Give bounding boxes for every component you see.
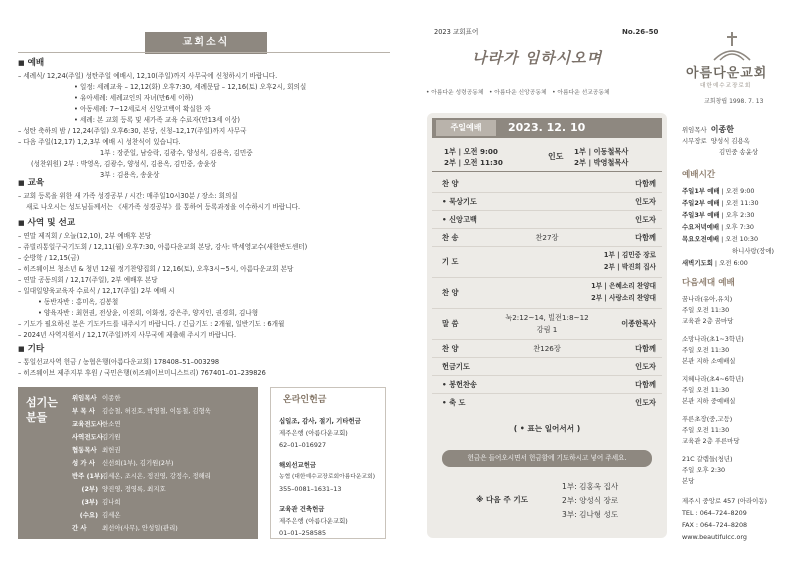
divider — [18, 52, 390, 53]
list-item: 3부 : 김용옥, 송윤상 — [100, 171, 160, 179]
elders-names: 양성식 김용옥 — [710, 137, 750, 145]
order-item: 기 도 — [442, 257, 459, 266]
order-person: 다함께 — [635, 179, 656, 188]
group-place: 본관 지하 소예배실 — [682, 357, 736, 365]
elders-info — [682, 136, 750, 147]
list-item: – 다음 주일(12,17) 1,2,3부 예배 시 성찬식이 있습니다. — [18, 138, 181, 146]
church-name: 아름다운교회 — [686, 66, 768, 81]
next-gen-title: 다음세대 예배 — [682, 278, 735, 288]
motto: 나라가 임하시오며 — [472, 49, 603, 67]
offering-label: 교육관 건축헌금 — [279, 505, 325, 513]
staff-name: 김세온, 조시온, 정진영, 강정수, 정해리 — [102, 472, 211, 480]
order-item: • 묵상기도 — [442, 197, 477, 206]
list-item: – 일대일양육교육자 수료식 / 12,17(주일) 2부 예배 시 — [18, 287, 175, 295]
staff-name: 김승철, 허진호, 박영철, 이동철, 김형욱 — [102, 407, 211, 415]
service-time-row: 수요저녁예배 | 오후 7:30 — [682, 223, 754, 231]
staff-row — [72, 523, 178, 534]
staff-role: 성 가 사 — [72, 459, 95, 467]
group-time: 주일 오후 2:30 — [682, 466, 726, 474]
order-row — [432, 194, 662, 211]
list-item: 3부: 김나형 성도 — [562, 510, 619, 519]
list-item: – 기도가 필요하신 분은 기도카드를 내주시기 바랍니다. / 긴급기도 : 2개월, 일반기도 : 6개월 — [18, 320, 285, 328]
order-row — [432, 212, 662, 229]
staff-row — [72, 406, 211, 417]
list-item: • 아동세례: 7~12세로서 신앙고백이 확실한 자 — [74, 105, 211, 113]
staff-row — [72, 471, 211, 482]
staff-row — [72, 393, 121, 404]
order-person: 인도자 — [635, 362, 656, 371]
group-name: 21C 갈렙들(청년) — [682, 455, 733, 463]
staff-row — [72, 458, 174, 469]
mission-title: ■ 사역 및 선교 — [18, 218, 75, 230]
church-phone: TEL : 064–724–8209 — [682, 509, 747, 517]
staff-name: 신선희(1부), 김기원(2부) — [102, 459, 174, 467]
church-website-link[interactable]: www.beautifulcc.org — [682, 533, 747, 541]
list-item: • 양육자반 : 최현권, 전상윤, 이진희, 이화정, 강은주, 양지인, 권경희, 김나형 — [38, 309, 259, 317]
offering-label: 십일조, 감사, 절기, 기타헌금 — [279, 417, 361, 425]
order-person: 인도자 — [635, 197, 656, 206]
order-row — [432, 395, 662, 412]
education-title: ■ 교육 — [18, 178, 44, 190]
online-offering-title: 온라인헌금 — [283, 395, 327, 405]
order-row — [432, 359, 662, 376]
group-time: 주일 오전 11:30 — [682, 426, 730, 434]
role-label: 위임목사 — [682, 126, 707, 134]
staff-row — [72, 510, 121, 521]
staff-row — [72, 419, 121, 430]
service-time-row: 목요오전예배 | 오전 10:30 — [682, 235, 759, 243]
service-time: 오후 2:30 — [725, 211, 755, 219]
church-address: 제주시 중앙로 457 (아라이동) — [682, 497, 768, 505]
order-item: 찬 송 — [442, 233, 459, 242]
etc-list — [18, 357, 390, 379]
list-item: • 일정: 세례교육 – 12,12(화) 오후7:30, 세례문답 – 12,16(토) 오후2시, 회의실 — [74, 83, 307, 91]
order-row — [432, 279, 662, 309]
education-list — [18, 191, 390, 213]
group-name: 소망나라(초1~3학년) — [682, 335, 744, 343]
staff-role: (3부) — [81, 498, 98, 506]
group-name: 지혜나라(초4~6학년) — [682, 375, 744, 383]
offering-bank: 농협 (대한예수교장로회아름다운교회) — [279, 474, 375, 480]
list-item: (성찬위원) 2부 : 박영옥, 김광수, 양성식, 김용옥, 김민중, 송윤상 — [31, 160, 217, 168]
order-item: 헌금기도 — [442, 362, 470, 371]
order-row — [432, 341, 662, 358]
list-item: – 통일선교사역 헌금 / 농협은행(아름다운교회) 178408–51–003298 — [18, 358, 220, 366]
service-times-title: 예배시간 — [682, 170, 716, 180]
group-place: 교육관 2층 꿈마당 — [682, 317, 734, 325]
staff-title — [26, 395, 58, 425]
list-item: – 성탄 축하의 밤 / 12,24(주일) 오후6:30, 본당, 신청–12,17(주일)까지 사무국 — [18, 127, 247, 135]
issue-number: No.26–50 — [622, 28, 659, 36]
pastor-name: 이종한 — [710, 125, 734, 134]
staff-role: 부 목 사 — [72, 407, 95, 415]
staff-name: 이종한 — [102, 394, 121, 402]
staff-role: 간 사 — [72, 524, 87, 532]
service-time: 1부 | 오전 9:00 — [444, 147, 498, 156]
service-time: 2부 | 오전 11:30 — [444, 158, 503, 167]
staff-panel — [18, 387, 258, 539]
offering-account: 62–01–016927 — [279, 441, 327, 449]
offering-label: 해외선교헌금 — [279, 461, 317, 469]
service-name: 목요오전예배 — [682, 235, 720, 243]
service-name: 수요저녁예배 — [682, 223, 720, 231]
service-time-row: 새벽기도회 | 오전 6:00 — [682, 259, 748, 267]
standing-note: ( • 표는 일어서서 ) — [513, 424, 581, 433]
staff-role: 협동목사 — [72, 446, 97, 454]
list-item: – 교회 등록을 위한 새 가족 성경공부 / 시간: 매주일10시30분 / 장소: 회의실 — [18, 192, 238, 200]
list-item: – 히즈웨이브 제주지부 후원 / 국민은행(히즈웨이브미니스트리) 767401–01–239826 — [18, 369, 266, 377]
service-name: 새벽기도회 — [682, 259, 713, 267]
etc-title: ■ 기타 — [18, 344, 44, 356]
service-time: 오전 11:30 — [725, 199, 759, 207]
service-leader: 2부 | 박영철목사 — [574, 158, 629, 167]
mission-list — [18, 231, 390, 341]
list-item: 1부: 김홍옥 집사 — [562, 482, 619, 491]
role-label: 시무장로 — [682, 137, 707, 145]
worship-tab: 주일예배 — [436, 120, 496, 136]
staff-row — [72, 497, 121, 508]
list-item: – 쥬빌리통일구국기도회 / 12,11(월) 오후7:30, 아름다운교회 본당, 강사: 박세영교수(새한반도센터) — [18, 243, 308, 251]
motto-sub: • 아름다운 성령공동체 — [426, 90, 484, 96]
church-logo-icon — [712, 30, 752, 64]
service-name: 주일1부 예배 — [682, 187, 720, 195]
news-page — [18, 10, 390, 556]
order-item: 찬 양 — [442, 179, 459, 188]
worship-news-title: ■ 예배 — [18, 58, 44, 70]
motto-subtitles — [426, 90, 610, 98]
motto-sub: • 아름다운 선교공동체 — [552, 90, 610, 96]
staff-role: (수요) — [79, 511, 98, 519]
list-item: – 히즈웨이브 청소년 & 청년 12월 정기찬양집회 / 12,16(토), 오후3시~5시, 아름다운교회 본당 — [18, 265, 294, 273]
order-row — [432, 310, 662, 340]
order-row — [432, 230, 662, 247]
order-item: • 신앙고백 — [442, 215, 477, 224]
list-item: • 동반자반 : 홍미옥, 김봉철 — [38, 298, 119, 306]
list-item: – 2024년 사역지원서 / 12,17(주일)까지 사무국에 제출해 주시기 바랍니다. — [18, 331, 237, 339]
order-row — [432, 248, 662, 278]
staff-name: 김세온 — [102, 511, 121, 519]
list-item: – 순방학 / 12,15(금) — [18, 254, 80, 262]
service-name: 주일2부 예배 — [682, 199, 720, 207]
group-name: 꿈나라(유아,유치) — [682, 295, 733, 303]
staff-row — [72, 432, 121, 443]
staff-role: 사역전도사 — [72, 433, 103, 441]
order-row — [432, 176, 662, 193]
group-name: 푸른초장(중,고등) — [682, 415, 733, 423]
staff-name: 김나희 — [102, 498, 121, 506]
order-item: 찬 양 — [442, 288, 459, 297]
staff-name: 김기원 — [102, 433, 121, 441]
pastor-info — [682, 124, 734, 136]
group-time: 주일 오전 11:30 — [682, 386, 730, 394]
service-time: 오전 9:00 — [725, 187, 755, 195]
section-title: 교회소식 — [145, 32, 267, 54]
service-time-row: 주일2부 예배 | 오전 11:30 — [682, 199, 759, 207]
staff-title-line: 분들 — [26, 411, 48, 424]
order-row — [432, 377, 662, 394]
order-person: 이종한목사 — [621, 319, 656, 328]
group-time: 주일 오전 11:30 — [682, 346, 730, 354]
staff-row — [72, 484, 166, 495]
order-detail: 찬126장 — [533, 344, 561, 353]
list-item: 새로 나오시는 성도님들께서는 《새가족 성경공부》를 통하여 등록과정을 이수하시기 바랍니다. — [26, 203, 301, 211]
motto-sub: • 아름다운 신앙공동체 — [489, 90, 547, 96]
list-item: • 유아세례: 세례교인의 자녀(만6세 이하) — [74, 94, 194, 102]
service-time: 오전 6:00 — [719, 259, 748, 267]
order-item: 말 씀 — [442, 319, 459, 328]
service-time-row: 주일1부 예배 | 오전 9:00 — [682, 187, 755, 195]
staff-name: 한소연 — [102, 420, 121, 428]
order-person: 2부 | 박진희 집사 — [603, 263, 656, 271]
service-time: 오후 7:30 — [725, 223, 754, 231]
service-time: 하니사랑(장애) — [732, 247, 775, 255]
offering-notice: 헌금은 들어오시면서 헌금함에 기도하시고 넣어 주세요. — [442, 450, 652, 467]
list-item: • 세례: 본 교회 등록 및 새가족 교육 수료자(만13세 이상) — [74, 116, 240, 124]
order-person: 2부 | 사랑소리 찬양대 — [591, 294, 656, 302]
order-person: 1부 | 김민중 장로 — [603, 251, 656, 259]
order-item: 찬 양 — [442, 344, 459, 353]
staff-title-line: 섬기는 — [26, 396, 58, 409]
worship-date: 2023. 12. 10 — [508, 121, 586, 134]
staff-name: 최선아(사무), 안성일(관리) — [102, 524, 178, 532]
elders-names: 김민중 송윤상 — [719, 148, 759, 156]
order-item: • 봉헌찬송 — [442, 380, 477, 389]
motto-year-label: 2023 교회표어 — [434, 28, 479, 36]
order-person: 인도자 — [635, 215, 656, 224]
list-item: 1부 : 장준일, 남승락, 김광수, 양성식, 김용옥, 김민중 — [100, 149, 253, 157]
staff-name: 양진영, 정영록, 최지호 — [102, 485, 166, 493]
staff-role: 교육전도사 — [72, 420, 103, 428]
order-detail: 강림 1 — [536, 325, 558, 334]
order-person: 1부 | 은혜소리 찬양대 — [591, 282, 656, 290]
order-person: 다함께 — [635, 344, 656, 353]
staff-role: 위임목사 — [72, 394, 97, 402]
order-person: 인도자 — [635, 398, 656, 407]
next-week-prayer-label: ※ 다음 주 기도 — [476, 495, 528, 504]
group-place: 본관 지하 중예배실 — [682, 397, 736, 405]
order-person: 다함께 — [635, 380, 656, 389]
list-item: 2부: 양성식 장로 — [562, 496, 619, 505]
group-place: 본당 — [682, 477, 695, 485]
service-time-row: 주일3부 예배 | 오후 2:30 — [682, 211, 755, 219]
staff-role: 반주 (1부) — [72, 472, 104, 480]
offering-bank: 제주은행 (아름다운교회) — [279, 517, 348, 525]
group-place: 교육관 2층 푸른마당 — [682, 437, 740, 445]
order-item: • 축 도 — [442, 398, 466, 407]
online-offering-panel — [270, 387, 386, 539]
worship-page — [412, 10, 790, 556]
church-fax: FAX : 064–724–8208 — [682, 521, 748, 529]
list-item: – 연말 제직회 / 오늘(12,10), 2부 예배후 본당 — [18, 232, 152, 240]
church-founded: 교회창립 1998. 7. 13 — [704, 98, 764, 105]
list-item: – 연말 공동의회 / 12,17(주일), 2부 예배후 본당 — [18, 276, 158, 284]
group-time: 주일 오전 11:30 — [682, 306, 730, 314]
offering-bank: 제주은행 (아름다운교회) — [279, 429, 348, 437]
staff-row — [72, 445, 121, 456]
offering-account: 355–0081–1631–13 — [279, 485, 342, 493]
worship-news-list — [18, 71, 390, 181]
staff-name: 최헌권 — [102, 446, 121, 454]
list-item: – 세례식/ 12,24(주일) 성탄주일 예배시, 12,10(주일)까지 사무국에 신청하시기 바랍니다. — [18, 72, 278, 80]
next-week-prayer-list — [562, 480, 618, 522]
service-time: 오전 10:30 — [725, 235, 759, 243]
order-detail: 눅2:12~14, 빌전1:8~12 — [505, 313, 589, 322]
divider — [432, 171, 662, 172]
order-person: 다함께 — [635, 233, 656, 242]
leader-label: 인도 — [548, 152, 564, 161]
service-name: 주일3부 예배 — [682, 211, 720, 219]
offering-account: 01–01–258585 — [279, 529, 327, 537]
staff-role: (2부) — [81, 485, 98, 493]
service-leader: 1부 | 이동철목사 — [574, 147, 629, 156]
church-denomination: 대한예수교장로회 — [700, 83, 752, 89]
order-detail: 찬27장 — [535, 233, 559, 242]
